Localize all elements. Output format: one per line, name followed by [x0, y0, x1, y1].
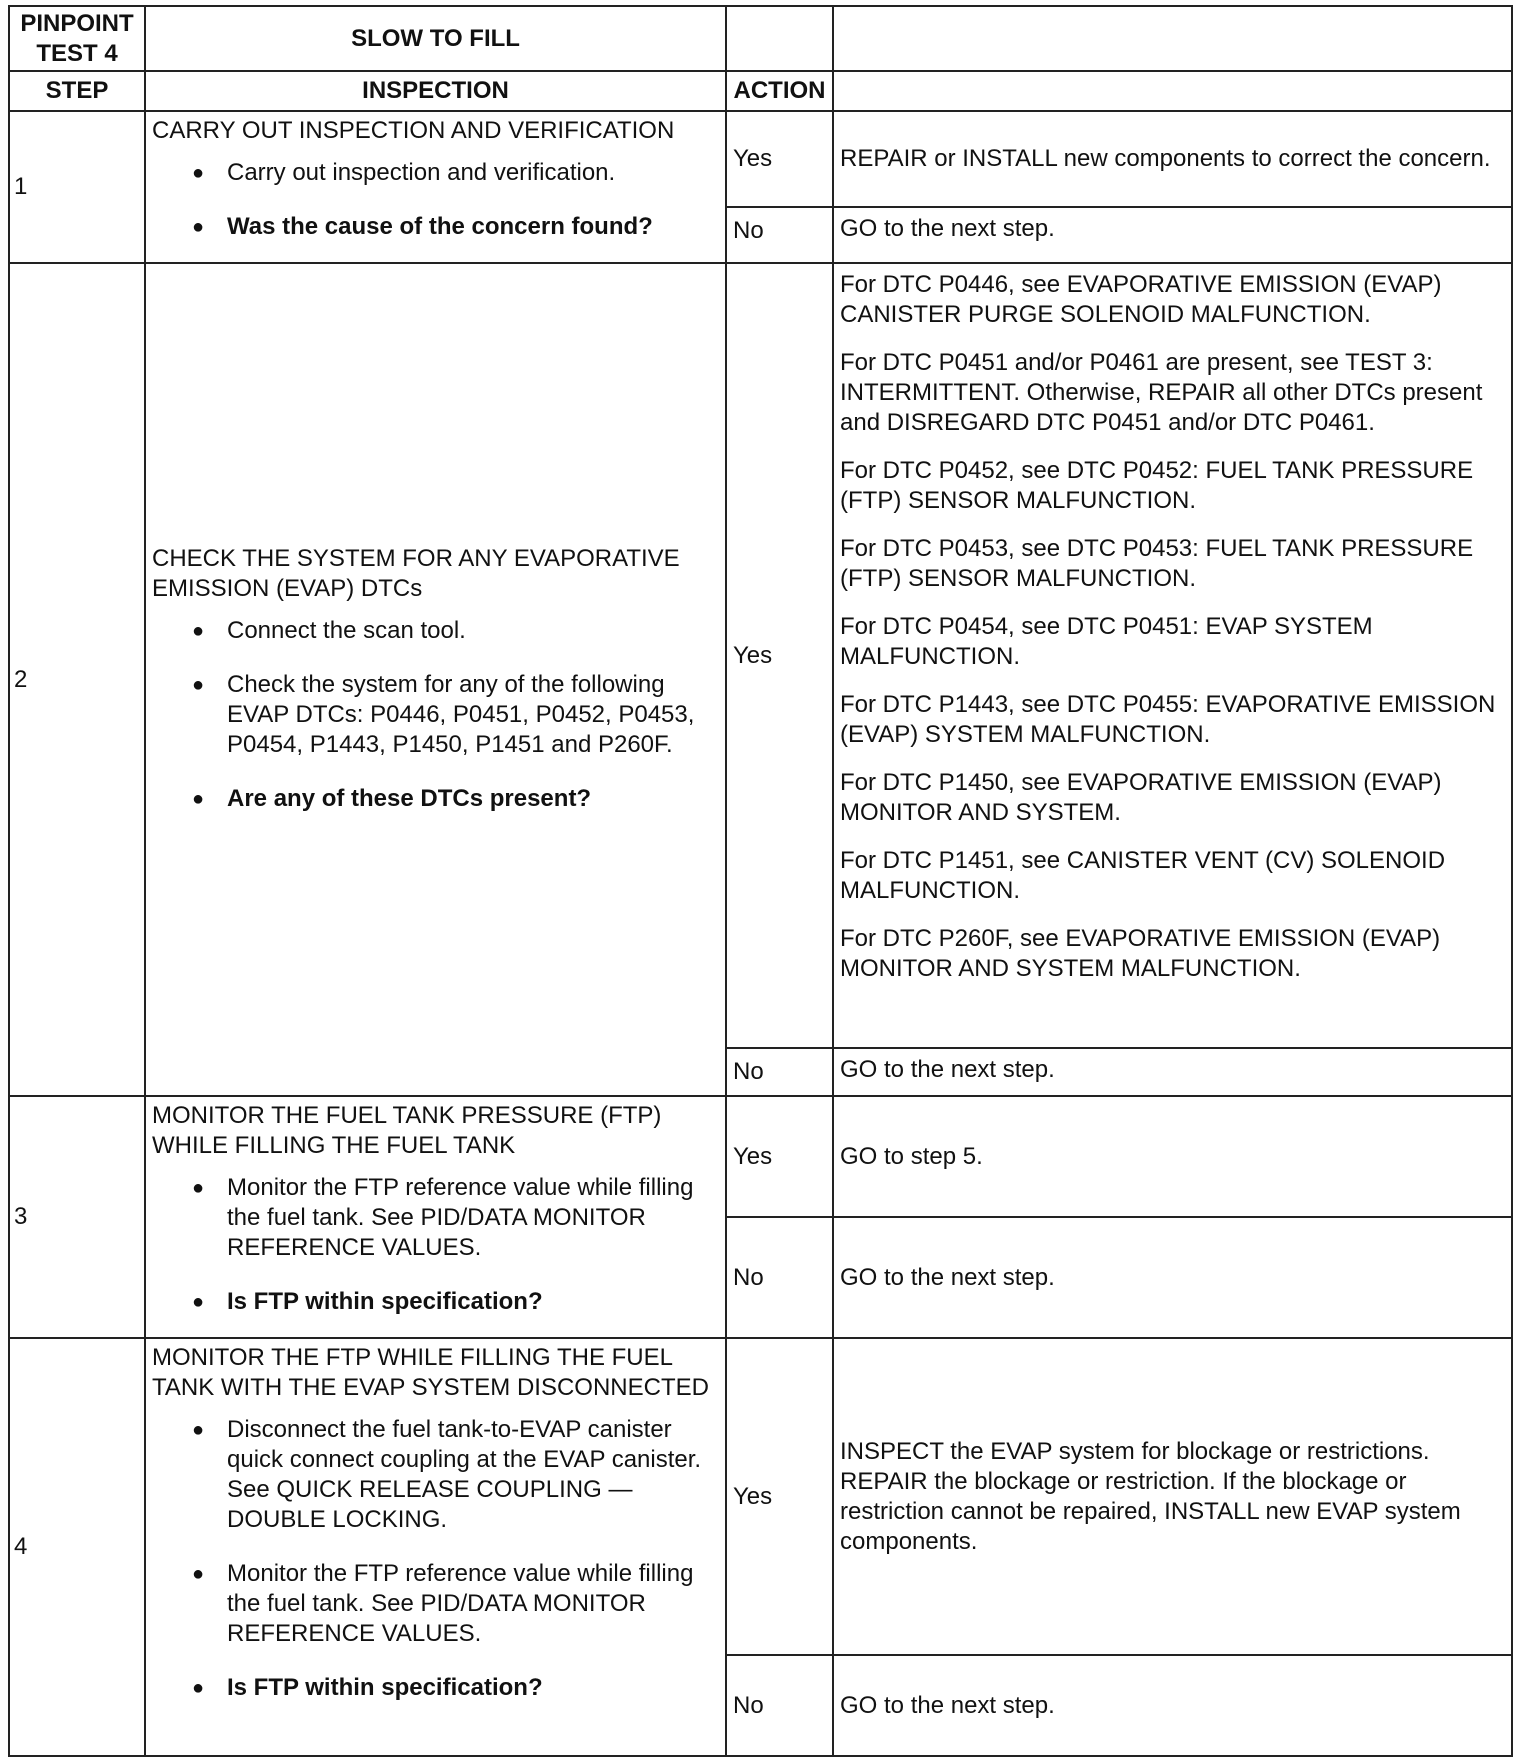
inspection-question: ● Was the cause of the concern found?	[192, 212, 719, 242]
step-number: 3	[9, 1096, 145, 1338]
inspection-cell	[145, 1096, 726, 1338]
answer-yes: Yes	[726, 263, 833, 1048]
inspection-list	[152, 1415, 719, 1703]
inspection-question: ● Is FTP within specification?	[192, 1673, 719, 1703]
action-yes	[833, 1338, 1512, 1655]
inspection-list	[152, 616, 719, 814]
inspection-heading: MONITOR THE FTP WHILE FILLING THE FUEL TANK WITH THE EVAP SYSTEM DISCONNECTED	[152, 1344, 709, 1401]
step-number: 2	[9, 263, 145, 1096]
answer-no: No	[726, 1655, 833, 1756]
inspection-cell	[145, 111, 726, 263]
answer-no: No	[726, 1217, 833, 1338]
answer-yes: Yes	[726, 111, 833, 207]
header-empty-cell	[833, 6, 1512, 71]
action-no: GO to the next step.	[833, 1655, 1512, 1756]
action-text: For DTC P1451, see CANISTER VENT (CV) SOLENOID MALFUNCTION.	[840, 847, 1446, 904]
answer-yes: Yes	[726, 1096, 833, 1217]
inspection-cell	[145, 263, 726, 1096]
action-yes	[833, 111, 1512, 207]
inspection-bullet: ● Connect the scan tool.	[192, 616, 719, 646]
answer-no: No	[726, 207, 833, 263]
action-yes	[833, 1096, 1512, 1217]
action-text: For DTC P1443, see DTC P0455: EVAPORATIVE EMISSION (EVAP) SYSTEM MALFUNCTION.	[840, 691, 1496, 748]
action-text: REPAIR or INSTALL new components to correct the concern.	[840, 145, 1491, 172]
action-text: For DTC P0446, see EVAPORATIVE EMISSION (EVAP) CANISTER PURGE SOLENOID MALFUNCTION.	[840, 271, 1442, 328]
action-text: For DTC P0453, see DTC P0453: FUEL TANK PRESSURE (FTP) SENSOR MALFUNCTION.	[840, 535, 1474, 592]
action-text: For DTC P0451 and/or P0461 are present, see TEST 3: INTERMITTENT. Otherwise, REPAIR all other DTCs present and DISREGARD DTC P0451 and/or DTC P0461.	[840, 349, 1483, 436]
inspection-cell	[145, 1338, 726, 1756]
inspection-bullet: ● Check the system for any of the following EVAP DTCs: P0446, P0451, P0452, P0453, P0454, P1443, P1450, P1451 and P260F.	[192, 670, 719, 760]
inspection-bullet: ● Monitor the FTP reference value while filling the fuel tank. See PID/DATA MONITOR REFERENCE VALUES.	[192, 1173, 719, 1263]
step-number: 4	[9, 1338, 145, 1756]
action-yes	[833, 263, 1512, 1048]
test-label-cell	[9, 6, 145, 71]
action-no: GO to the next step.	[833, 1217, 1512, 1338]
header-empty-cell	[833, 71, 1512, 111]
action-text: For DTC P0452, see DTC P0452: FUEL TANK PRESSURE (FTP) SENSOR MALFUNCTION.	[840, 457, 1474, 514]
header-empty-cell	[726, 6, 833, 71]
inspection-heading: MONITOR THE FUEL TANK PRESSURE (FTP) WHILE FILLING THE FUEL TANK	[152, 1102, 662, 1159]
inspection-bullet: ● Monitor the FTP reference value while filling the fuel tank. See PID/DATA MONITOR REFERENCE VALUES.	[192, 1559, 719, 1649]
column-header-inspection: INSPECTION	[145, 71, 726, 111]
action-no: GO to the next step.	[833, 1048, 1512, 1096]
inspection-list	[152, 158, 719, 242]
answer-yes: Yes	[726, 1338, 833, 1655]
action-text: GO to step 5.	[840, 1142, 983, 1170]
inspection-list	[152, 1173, 719, 1317]
test-label: PINPOINT TEST 4	[20, 9, 134, 67]
action-no: GO to the next step.	[833, 207, 1512, 263]
answer-no: No	[726, 1048, 833, 1096]
test-title: SLOW TO FILL	[351, 24, 520, 52]
inspection-heading: CHECK THE SYSTEM FOR ANY EVAPORATIVE EMISSION (EVAP) DTCs	[152, 544, 680, 602]
step-number: 1	[9, 111, 145, 263]
inspection-bullet: ● Disconnect the fuel tank-to-EVAP canister quick connect coupling at the EVAP canister. See QUICK RELEASE COUPLING — DOUBLE LOCKING.	[192, 1415, 719, 1535]
inspection-question: ● Are any of these DTCs present?	[192, 784, 719, 814]
pinpoint-test-table	[8, 5, 1513, 1757]
action-text: For DTC P1450, see EVAPORATIVE EMISSION (EVAP) MONITOR AND SYSTEM.	[840, 769, 1442, 826]
inspection-bullet: ● Carry out inspection and verification.	[192, 158, 719, 188]
action-text: For DTC P260F, see EVAPORATIVE EMISSION (EVAP) MONITOR AND SYSTEM MALFUNCTION.	[840, 925, 1441, 982]
inspection-heading: CARRY OUT INSPECTION AND VERIFICATION	[152, 117, 675, 144]
column-header-step: STEP	[9, 71, 145, 111]
inspection-question: ● Is FTP within specification?	[192, 1287, 719, 1317]
column-header-action: ACTION	[726, 71, 833, 111]
action-text: For DTC P0454, see DTC P0451: EVAP SYSTEM MALFUNCTION.	[840, 613, 1373, 670]
action-text: INSPECT the EVAP system for blockage or restrictions. REPAIR the blockage or restriction. If the blockage or restriction cannot be repaired, INSTALL new EVAP system components.	[840, 1437, 1461, 1555]
test-title-cell	[145, 6, 726, 71]
